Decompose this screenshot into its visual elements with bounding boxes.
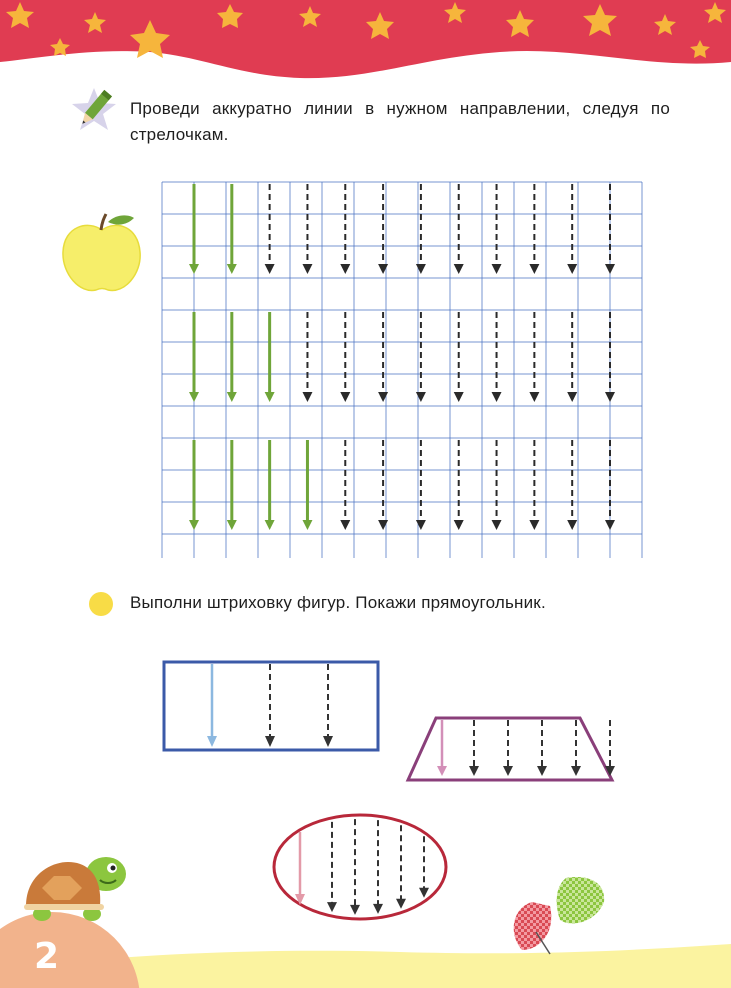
shape-rectangle[interactable] bbox=[160, 658, 384, 756]
solid-arrow-head bbox=[189, 264, 199, 274]
trapezoid-dashed-arrow bbox=[537, 766, 547, 776]
dashed-arrow-head bbox=[529, 264, 539, 274]
dashed-arrow-head bbox=[492, 392, 502, 402]
dashed-arrow-head bbox=[340, 392, 350, 402]
dashed-arrow-head bbox=[492, 264, 502, 274]
apple-body bbox=[63, 225, 140, 290]
rectangle-dashed-arrow bbox=[265, 736, 275, 747]
dashed-arrow-head bbox=[605, 264, 615, 274]
dashed-arrow-head bbox=[567, 392, 577, 402]
solid-arrow-head bbox=[227, 392, 237, 402]
oval-dashed-arrow bbox=[396, 899, 406, 909]
task2-instruction: Выполни штриховку фигур. Покажи прямоугольник. bbox=[130, 593, 546, 612]
rectangle-dashed-arrow bbox=[323, 736, 333, 747]
dashed-arrow-head bbox=[529, 520, 539, 530]
dashed-arrow-head bbox=[567, 264, 577, 274]
solid-arrow-head bbox=[227, 264, 237, 274]
page-number: 2 bbox=[34, 936, 60, 977]
yellow-dot-icon bbox=[88, 591, 114, 617]
solid-arrow-head bbox=[265, 520, 275, 530]
solid-arrow-head bbox=[227, 520, 237, 530]
trapezoid-sample-arrow bbox=[437, 766, 447, 776]
dashed-arrow-head bbox=[416, 520, 426, 530]
dashed-arrow-head bbox=[529, 392, 539, 402]
shape-oval[interactable] bbox=[270, 812, 452, 924]
dashed-arrow-head bbox=[605, 520, 615, 530]
trapezoid-dashed-arrow bbox=[571, 766, 581, 776]
task1-instruction: Проведи аккуратно линии в нужном направлении, следуя по стрелочкам. bbox=[130, 99, 670, 144]
dashed-arrow-head bbox=[416, 264, 426, 274]
dashed-arrow-head bbox=[416, 392, 426, 402]
dashed-arrow-head bbox=[378, 264, 388, 274]
oval-dashed-arrow bbox=[327, 902, 337, 912]
dashed-arrow-head bbox=[454, 392, 464, 402]
dashed-arrow-head bbox=[378, 520, 388, 530]
tracing-grid bbox=[160, 180, 644, 558]
yellow-dot bbox=[89, 592, 113, 616]
trapezoid-dashed-arrow bbox=[503, 766, 513, 776]
oval-dashed-lines bbox=[327, 819, 429, 915]
dashed-arrow-head bbox=[302, 264, 312, 274]
oval-dashed-arrow bbox=[373, 904, 383, 914]
dashed-arrow-head bbox=[454, 264, 464, 274]
rectangle-hatching bbox=[207, 664, 333, 747]
dashed-arrow-head bbox=[454, 520, 464, 530]
leaf-icon bbox=[557, 877, 605, 923]
dashed-arrow-head bbox=[302, 392, 312, 402]
dashed-arrow-head bbox=[340, 520, 350, 530]
dashed-arrow-head bbox=[492, 520, 502, 530]
dashed-arrow-head bbox=[340, 264, 350, 274]
rectangle-sample-arrow bbox=[207, 736, 217, 747]
leaf-icon bbox=[514, 902, 552, 950]
trapezoid-dashed-lines bbox=[469, 720, 615, 776]
solid-arrow-head bbox=[302, 520, 312, 530]
oval-dashed-arrow bbox=[350, 905, 360, 915]
oval-dashed-arrow bbox=[419, 888, 429, 898]
apple-leaf bbox=[108, 215, 134, 224]
dashed-arrow-head bbox=[265, 264, 275, 274]
turtle-icon bbox=[20, 848, 136, 928]
pencil-star-icon bbox=[70, 86, 118, 134]
shape-trapezoid[interactable] bbox=[404, 714, 618, 786]
dashed-arrow-head bbox=[605, 392, 615, 402]
leaf-icons bbox=[506, 872, 610, 958]
solid-arrow-head bbox=[265, 392, 275, 402]
apple-icon bbox=[58, 212, 148, 296]
dashed-arrow-head bbox=[567, 520, 577, 530]
solid-arrow-head bbox=[189, 392, 199, 402]
oval-hatching bbox=[295, 819, 429, 915]
dashed-arrow-head bbox=[378, 392, 388, 402]
trapezoid-dashed-arrow bbox=[469, 766, 479, 776]
grid-lines bbox=[162, 182, 642, 558]
trapezoid-hatching bbox=[437, 720, 615, 776]
grid-arrows bbox=[189, 184, 615, 530]
header-band-shape bbox=[0, 0, 731, 78]
solid-arrow-head bbox=[189, 520, 199, 530]
